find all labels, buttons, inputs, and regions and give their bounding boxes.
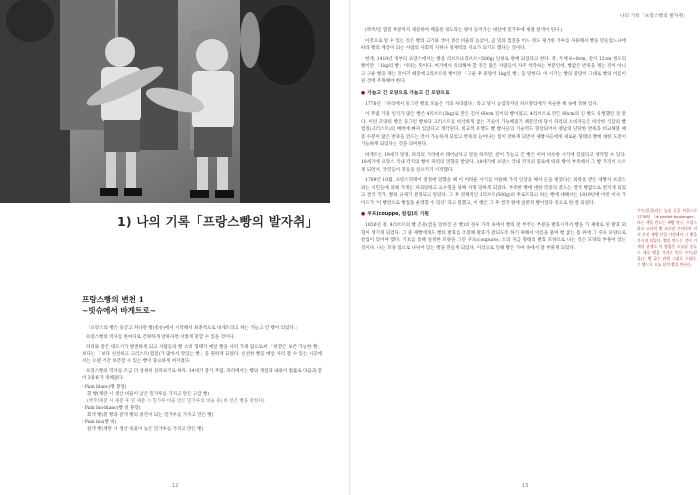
list-item-name: · Pain bis(빵 비) bbox=[82, 420, 117, 426]
paragraph: 파리와 같은 대도시가 발전하게 되고 사람들의 빵 소비 형태가 매일 빵을 사러 가게 됨으로써 「바깥은 보존 가능한 빵」보다는 「보다 신선하고 크러스트(껍질)가 많아서 맛있는 빵」을 원하게 되었다. 신선한 빵을 매일 사러 갈 수 있는 시골에서는 오랜 기간 보존할 수 있는 빵이 중요하게 여겨졌다. bbox=[82, 344, 322, 365]
subsection-heading: ● 가늘고 긴 모양으로 가늘고 긴 모양으로 bbox=[361, 90, 450, 96]
right-page bbox=[350, 0, 700, 495]
photo-illustration bbox=[0, 0, 330, 203]
section-heading: 프랑스빵의 변천 1 bbox=[82, 295, 144, 304]
page-number: 13 bbox=[522, 483, 529, 489]
left-body-text bbox=[82, 325, 322, 433]
list-item-desc: 흰 빵(계란 시 생산 비율이 낮은 밀가루를 가지고 만든 고급 빵) bbox=[87, 392, 210, 398]
paragraph: 1789년 10월, 프랑스혁명이 절정에 달했을 때 이 어려운 사기를 이용해 가격 인상을 해서 돈을 벌었다는 외곽을 받은 제빵사 프랑스와는 시민들에 의해 가게는 파괴당하고 교수형을 당해 사형 당하게 되었다. 부족한 빵에 대한 민중의 분노는 결국 빵값으로 번지게 되었고 결국 국가, 빵의 규제가 결정되고 말았다. 그 후 전체적인 1리브르(500g)의 후로트라고 하는 빵에 대해서는 1819년에 어떤 이사 가이드가 '이 빵만으로 빵집을 운영할 수 있다' 라고 말했고, 이 빵은 그 후 결국 원에 일반적 빵이었다 것으로 한 잘 되었다. bbox=[361, 178, 626, 206]
section-subheading: ~빗슈에서 바게트로~ bbox=[82, 306, 157, 315]
paragraph: 이 무렵 가장 인기가 많은 빵은 4리브르(2kg)로 만든 길이 60cm 길이의 빵이었고, 4리브르로 만든 80cm의 긴 빵도 유행했던 것 같다. 이런 모양의 빵은 둥그런 빵보다 크러스트를 바삭하게 굽는 기술이 가능해졌기 때문인데 당시 파리의 소비자들은 바삭한 식감의 빵 껍질(크러스트)의 매력에 빠져 있었다고 생각된다. 비교적 유행도 빵 빵사들의 기술력도 향상되어서 옛날의 단단한 반죽과 비교해볼 때 좀 수분이 많은 반죽을 만드는 것이 가능하게 되었고 반죽의 늘어나는 힘이 강하게 되면서 제빵사들에게 새로운 형태의 빵에 대한 도전이 가능하게 되었다는 것을 의미한다. bbox=[361, 112, 626, 147]
paragraph: 이것으로 알 수 있는 것은 빵의 크기와 색이 생산 비율의 높낮이, 곧 밀의 껍질을 어느 정도 제거한 가루를 사용해서 빵을 만들었느냐에 따라 빵의 계층이 되는 사람의 사회적 지위나 경제력의 지표가 되기도 했다는 것이다. bbox=[361, 38, 626, 51]
paragraph: 1850년 경, 4리브르의 빵 콘유(컴을 알려진 큰 빵)의 경우 가격 속에서 빵의 잘 부푸는 부분을 발효시켜서 빵을 가 제대로 된 발효 외형이 생기게 되었다. 그 중 제빵에게도 빵의 발효를 조절해 발효가 잘되도록 하기 위해서 이름을 붙여 빵 굽는 틀 위에 그 쿠프 모양으로 칼집이 있어야 했다. 기호를 통해 일정한 모양을 그린 쿠프(coupure), 소의 지금 형태의 발효 모양으로 나는 것은 모양의 부풀어 있는 것이다. 나는 모양 점으로 나뉘어 있는 빵을 만들게 되었다. 이것으로 인해 빵은 가마 속에서 잘 부풀게 되었다. bbox=[361, 223, 626, 251]
page-number: 12 bbox=[172, 483, 179, 489]
margin-sidenote: 쿠프(칼집)라는 높임 글을 처음으로 1778년 「le parfait boulanger」라는 책을 만드는 제빵 연구, 프랑스 최고 쇼비치 빵 파르망 쿠이라의 저서 사전 제빵 산업 가정에서 그 빵을 가지게 되었다. 빵을 만드는 것이 기계의 관계로 이 방법은 오늘날 종류도 새로 빵을 가지고 만든 쿠프(칼집)는 빵 굽는 관행 그대로 구웠다. 그 빵으로 오늘 날의 빵을 만든다. bbox=[637, 208, 697, 267]
list-item-name: · Pain blanc(빵 블랑) bbox=[82, 385, 127, 391]
bullet-icon: ● bbox=[361, 212, 366, 217]
running-head: 나의 기록「프랑스빵의 발자취」 bbox=[619, 14, 688, 19]
paragraph: 프랑스빵의 역사를 조금 더 상세히 살펴보기로 하자. 14세기 중기 무렵, 파리에서는 빵의 계절과 내용이 법률로 다음과 같이 3종류가 정해졌다. bbox=[82, 368, 322, 381]
list-item-desc: 갈색 빵(계란 시 생산 비율이 높은 밀가루를 가지고 만든 빵) bbox=[87, 427, 204, 433]
paragraph: (박주/밀 껍질 부분까지 제분하여 배출된 정도라는 양이 들어가는 대신에 밀가루에 제철 갈색이 된다.) bbox=[365, 28, 563, 33]
chapter-title: 1) 나의 기록「프랑스빵의 발자취」 bbox=[117, 214, 319, 229]
paragraph: 「프랑스의 빵은 둥글고 커다란 빵(빗슈)에서 시작해서 최종적으로 바게트라고 하는 가늘고 긴 빵이 되었다.」 bbox=[86, 326, 300, 331]
paragraph: 바게트는 19세기 말경, 파리의 거리에서 태어났다고 말을 하지만, 같이 가늘고 긴 빵은 이미 비슷한 시기에 있었다고 생각할 수 있다. 18세기에 프랑스 국내 각지의 빵이 파리의 영향을 받았다. 18세기에 프랑스 국내 각지의 풍토에 따라 빵이 부족해서 그 빵 가격이 오르게 되면서, 국민들이 폭동을 일으키기 시작했다. bbox=[361, 152, 626, 173]
archive-photo-children-with-bread bbox=[0, 0, 330, 203]
subsection-heading: ● 쿠프(couppe, 칼집)의 기원 bbox=[361, 212, 429, 217]
bread-type-list bbox=[82, 384, 322, 433]
paragraph: 현재, 1419년 경부터 프랑스에서는 빵을 리브르(1리브르=500g) 단위로 판매 되었다고 한다. 즉, 두께 6~8cm, 길이 12cm 정도의 빵이란 「1kg의 빵」이라는 뜻이다. 여기에서 유의해야 할 것은 많은 사람들이 자주 착각하는 부분인데, 빵값은 반죽을 재는 것이 아니고 구운 빵을 재는 것이기 때문에 2리브르의 빵이란 「구운 후 중량이 1kg인 빵」을 말한다. 이 시기는 빵의 중량이 그대로 빵의 이름이 된 것에 주목해야 한다. bbox=[361, 56, 626, 84]
list-item-desc: 회색 빵(흰 빵과 갈색 빵의 중간이 되는 밀가루를 가지고 만든 빵) bbox=[87, 413, 214, 419]
section-heading-block bbox=[82, 294, 156, 316]
right-body-text bbox=[361, 27, 626, 255]
paragraph: 1778년 「파리에서 둥그런 빵의 모습은 거의 사라졌다」라고 당시 농업학자인 파르망티에가 저술한 책 속에 적혀 있다. bbox=[365, 101, 599, 107]
bullet-icon: ● bbox=[361, 90, 366, 96]
paragraph: 프랑스빵의 역사를 한마디로 간략하게 말하자면 이렇게 말할 수 있을 것이다. bbox=[86, 335, 236, 341]
list-item-note: (박주/제분 시 제분 후 밀 제분 시 밀가루 비율 얻은 밀가루의 비율 중) 바 얻은 빵을 말한다) bbox=[87, 399, 265, 405]
list-item-name: · Pain bis-blanc(빵 비 블랑) bbox=[82, 406, 141, 412]
